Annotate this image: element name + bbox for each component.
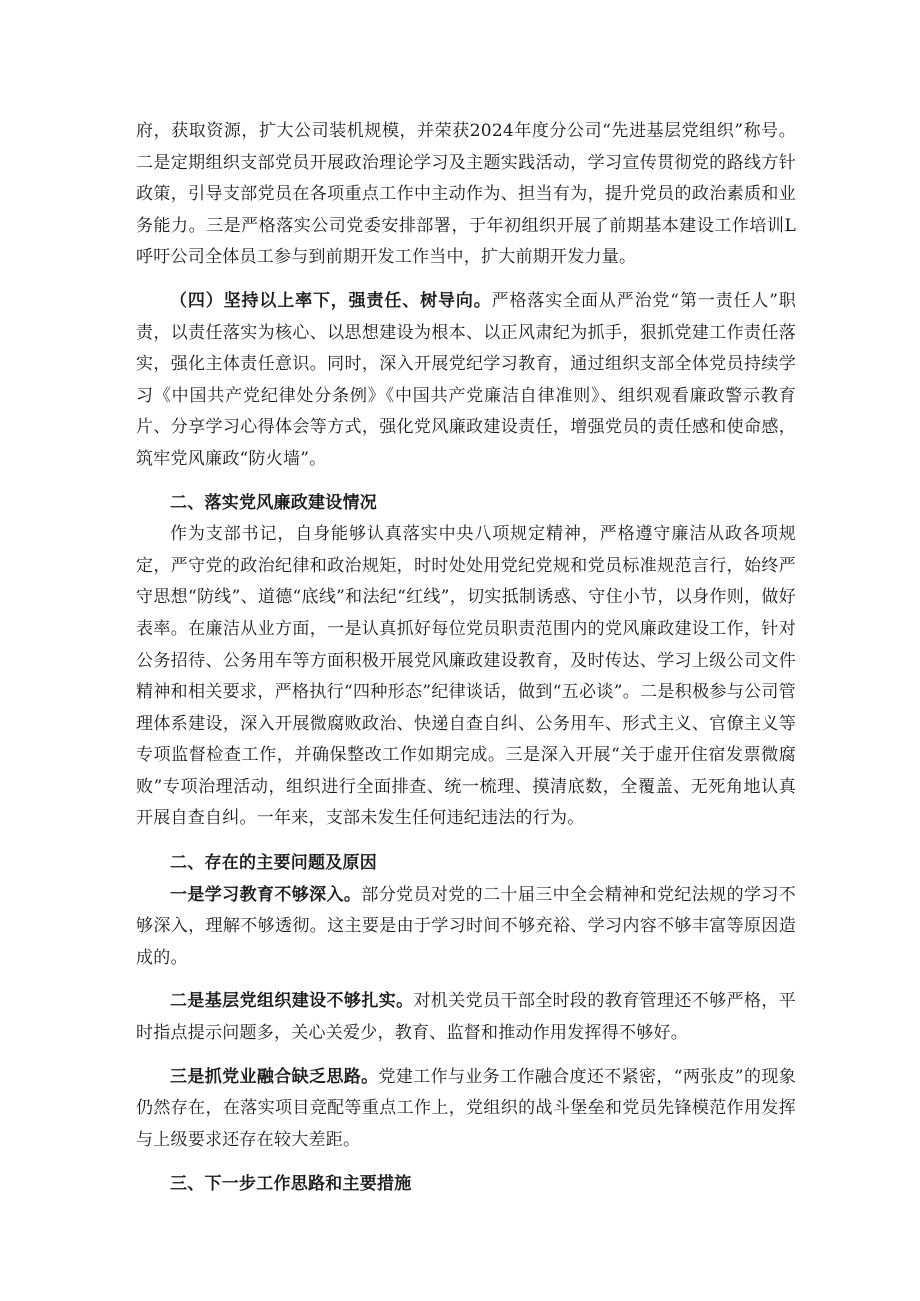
paragraph-body-learning: 部分党员对党的二十届三中全会精神和党纪法规的学习不够深入，理解不够透彻。这主要是由于学习时间不够充裕、学习内容不够丰富等原因造成的。 <box>136 884 797 968</box>
paragraph-integrity: 作为支部书记，自身能够认真落实中央八项规定精神，严格遵守廉洁从政各项规定，严守党的政治纪律和政治规矩，时时处处用党纪党规和党员标准规范言行，始终严守思想“防线”、道德“底线”和法纪“红线”，切实抵制诱惑、守住小节，以身作则，做好表率。在廉洁从业方面，一是认真抓好每位党员职责范围内的党风廉政建设工作，针对公务招待、公务用车等方面积极开展党风廉政建设教育，及时传达、学习上级公司文件精神和相关要求，严格执行“四种形态”纪律谈话，做到“五必谈”。二是积极参与公司管理体系建设，深入开展微腐败政治、快递自查自纠、公务用车、形式主义、官僚主义等专项监督检查工作，并确保整改工作如期完成。三是深入开展“关于虚开住宿发票微腐败”专项治理活动，组织进行全面排查、统一梳理、摸清底数，全覆盖、无死角地认真开展自查自纠。一年来，支部未发生任何违纪违法的行为。 <box>136 524 796 829</box>
paragraph-lead-organization: 二是基层党组织建设不够扎实。 <box>170 991 414 1012</box>
paragraph-body-integration: 党建工作与业务工作融合度还不紧密，“两张皮”的现象仍然存在，在落实项目竞配等重点工作上，党组织的战斗堡垒和党员先锋模范作用发挥与上级要求还存在较大差距。 <box>136 1066 796 1150</box>
section-heading-problems: 二、存在的主要问题及原因 <box>170 853 377 874</box>
section-heading-integrity: 二、落实党风廉政建设情况 <box>170 492 377 513</box>
paragraph-lead-responsibility: （四）坚持以上率下，强责任、树导向。 <box>170 290 492 311</box>
paragraph-problem-learning <box>136 880 796 975</box>
paragraph-party-building-continued: 府，获取资源，扩大公司装机规模，并荣获2024年度分公司“先进基层党组织”称号。二是定期组织支部党员开展政治理论学习及主题实践活动，学习宣传贯彻党的路线方针政策，引导支部党员在各项重点工作中主动作为、担当有为，提升党员的政治素质和业务能力。三是严格落实公司党委安排部署，于年初组织开展了前期基本建设工作培训L呼吁公司全体员工参与到前期开发工作当中，扩大前期开发力量。 <box>136 121 796 268</box>
document-body <box>136 116 796 1201</box>
paragraph-body-organization: 对机关党员干部全时段的教育管理还不够严格，平时指点提示问题多，关心关爱少，教育、监督和推动作用发挥得不够好。 <box>136 991 796 1044</box>
paragraph-body-responsibility: 严格落实全面从严治党“第一责任人”职责，以责任落实为核心、以思想建设为根本、以正风肃纪为抓手，狠抓党建工作责任落实，强化主体责任意识。同时，深入开展党纪学习教育，通过组织支部全体党员持续学习《中国共产党纪律处分条例》《中国共产党廉洁自律准则》、组织观看廉政警示教育片、分享学习心得体会等方式，强化党风廉政建设责任，增强党员的责任感和使命感，筑牢党风廉政“防火墙”。 <box>136 290 797 469</box>
paragraph-problem-integration <box>136 1062 796 1157</box>
paragraph-lead-integration: 三是抓党业融合缺乏思路。 <box>170 1066 379 1087</box>
paragraph-responsibility <box>136 286 796 476</box>
section-heading-next-steps: 三、下一步工作思路和主要措施 <box>170 1174 412 1195</box>
paragraph-lead-learning: 一是学习教育不够深入。 <box>170 884 362 905</box>
paragraph-problem-organization <box>136 986 796 1049</box>
